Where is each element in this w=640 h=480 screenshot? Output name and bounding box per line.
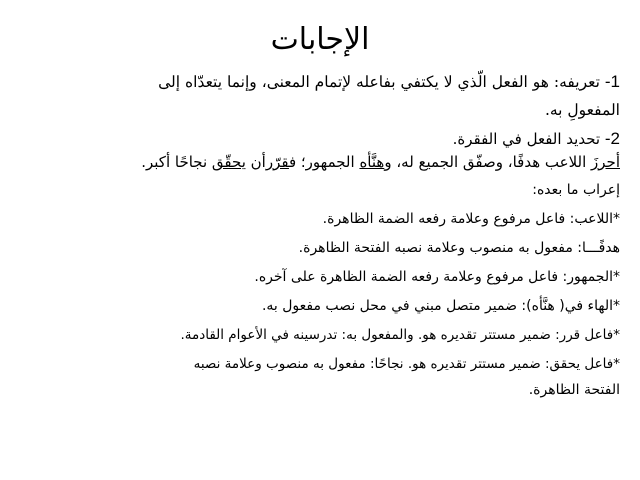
definition-text-1: تعريفه: هو الفعل الّذي لا يكتفي بفاعله لإتمام المعنى، وإنما يتعدّاه إلى (158, 73, 600, 91)
parsing-line-5: *فاعل قرر: ضمير مستتر تقديره هو. والمفعول به: تدرسينه في الأعوام القادمة. (180, 327, 620, 343)
parsing-heading: إعراب ما بعده: (532, 182, 620, 198)
identify-heading-line (20, 129, 620, 149)
definition-line-1 (20, 72, 620, 92)
definition-line-2: المفعولِ به. (544, 101, 620, 119)
parsing-line-1: *اللاعب: فاعل مرفوع وعلامة رفعه الضمة الظاهرة. (322, 211, 620, 227)
parsing-line-3: *الجمهور: فاعل مرفوع وعلامة رفعه الضمة الظاهرة على آخره. (254, 269, 620, 285)
parsing-line-7: الفتحة الظاهرة. (528, 382, 620, 398)
identify-heading: تحديد الفعل في الفقرة. (452, 130, 601, 148)
passage-line (20, 152, 620, 172)
passage-text-3: أن (245, 153, 266, 171)
passage-text-2: الجمهور؛ ف (288, 153, 360, 171)
verb-ahraza: أحرزَ (591, 153, 620, 171)
slide-title: الإجابات (270, 22, 370, 57)
verb-hannaahu: هنَّأه (359, 153, 385, 171)
parsing-line-4: *الهاء في( هنَّأه): ضمير متصل مبني في محل نصب مفعول به. (261, 298, 620, 314)
passage-text-4: نجاحًا أكبر. (141, 153, 212, 171)
passage-text-1: اللاعب هدفًا، وصفّق الجميع له، و (384, 153, 592, 171)
identify-number: 2- (604, 129, 620, 148)
parsing-line-6: *فاعل يحقق: ضمير مستتر تقديره هو. نجاحًا: مفعول به منصوب وعلامة نصبه (193, 356, 620, 372)
definition-number: 1- (604, 72, 620, 91)
parsing-line-2: هدفًـــا: مفعول به منصوب وعلامة نصبه الفتحة الظاهرة. (298, 240, 620, 256)
verb-qarrara: قرّر (265, 153, 289, 171)
verb-yuhaqqiq: يحقّق (211, 153, 246, 171)
